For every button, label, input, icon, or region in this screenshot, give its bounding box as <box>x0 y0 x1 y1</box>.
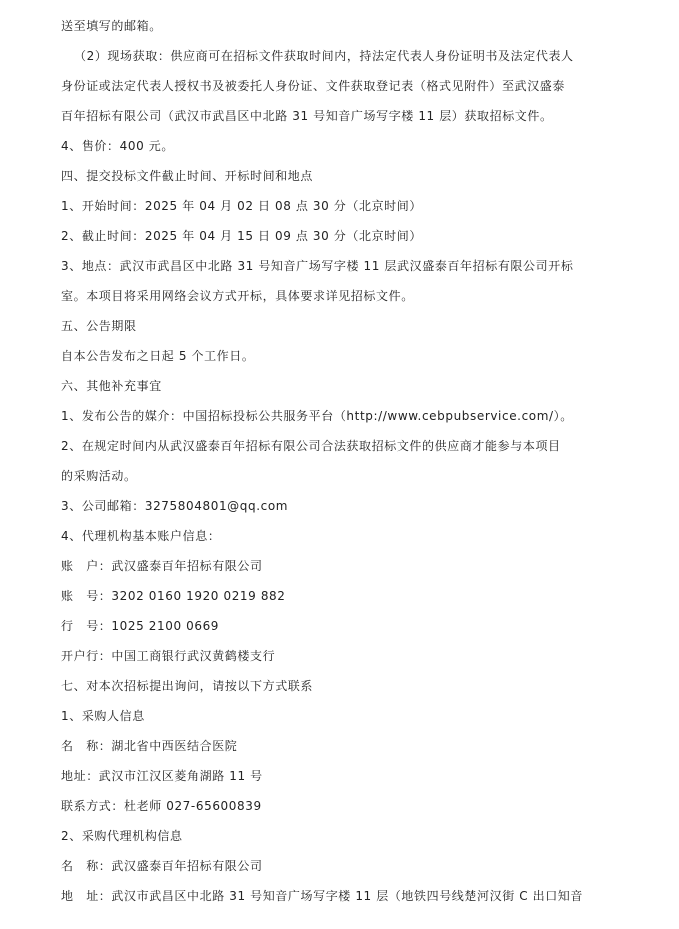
text-line-22: 开户行：中国工商银行武汉黄鹤楼支行 <box>61 649 276 663</box>
text-line-12: 自本公告发布之日起 5 个工作日。 <box>61 349 255 363</box>
section-heading-6: 六、其他补充事宜 <box>61 379 162 393</box>
text-line-24: 1、采购人信息 <box>61 709 145 723</box>
text-line-3: 身份证或法定代表人授权书及被委托人身份证、文件获取登记表（格式见附件）至武汉盛泰 <box>61 79 566 93</box>
section-heading-4: 四、提交投标文件截止时间、开标时间和地点 <box>61 169 314 183</box>
section-heading-7: 七、对本次招标提出询问，请按以下方式联系 <box>61 679 314 693</box>
text-line-18: 4、代理机构基本账户信息： <box>61 529 221 543</box>
text-line-28: 2、采购代理机构信息 <box>61 829 183 843</box>
text-line-16: 的采购活动。 <box>61 469 137 483</box>
text-line-29: 名 称：武汉盛泰百年招标有限公司 <box>61 859 263 873</box>
text-line-15: 2、在规定时间内从武汉盛泰百年招标有限公司合法获取招标文件的供应商才能参与本项目 <box>61 439 561 453</box>
text-line-7: 1、开始时间：2025 年 04 月 02 日 08 点 30 分（北京时间） <box>61 199 422 213</box>
text-line-9: 3、地点：武汉市武昌区中北路 31 号知音广场写字楼 11 层武汉盛泰百年招标有限公司开标 <box>61 259 574 273</box>
text-line-17: 3、公司邮箱：3275804801@qq.com <box>61 499 289 513</box>
text-line-8: 2、截止时间：2025 年 04 月 15 日 09 点 30 分（北京时间） <box>61 229 422 243</box>
text-line-10: 室。本项目将采用网络会议方式开标，具体要求详见招标文件。 <box>61 289 414 303</box>
text-line-1: 送至填写的邮箱。 <box>61 19 162 33</box>
text-line-21: 行 号：1025 2100 0669 <box>61 619 220 633</box>
text-line-2: （2）现场获取：供应商可在招标文件获取时间内，持法定代表人身份证明书及法定代表人 <box>74 49 574 63</box>
text-line-20: 账 号：3202 0160 1920 0219 882 <box>61 589 286 603</box>
text-line-27: 联系方式：杜老师 027-65600839 <box>61 799 262 813</box>
text-line-5: 4、售价：400 元。 <box>61 139 174 153</box>
text-line-25: 名 称：湖北省中西医结合医院 <box>61 739 238 753</box>
text-line-4: 百年招标有限公司（武汉市武昌区中北路 31 号知音广场写字楼 11 层）获取招标文件。 <box>61 109 553 123</box>
section-heading-5: 五、公告期限 <box>61 319 137 333</box>
text-line-19: 账 户：武汉盛泰百年招标有限公司 <box>61 559 263 573</box>
text-line-14: 1、发布公告的媒介：中国招标投标公共服务平台（http://www.cebpubservice.com/）。 <box>61 409 573 423</box>
text-line-30: 地 址：武汉市武昌区中北路 31 号知音广场写字楼 11 层（地铁四号线楚河汉街 C 出口知音 <box>61 889 584 903</box>
text-line-26: 地址：武汉市江汉区菱角湖路 11 号 <box>61 769 263 783</box>
